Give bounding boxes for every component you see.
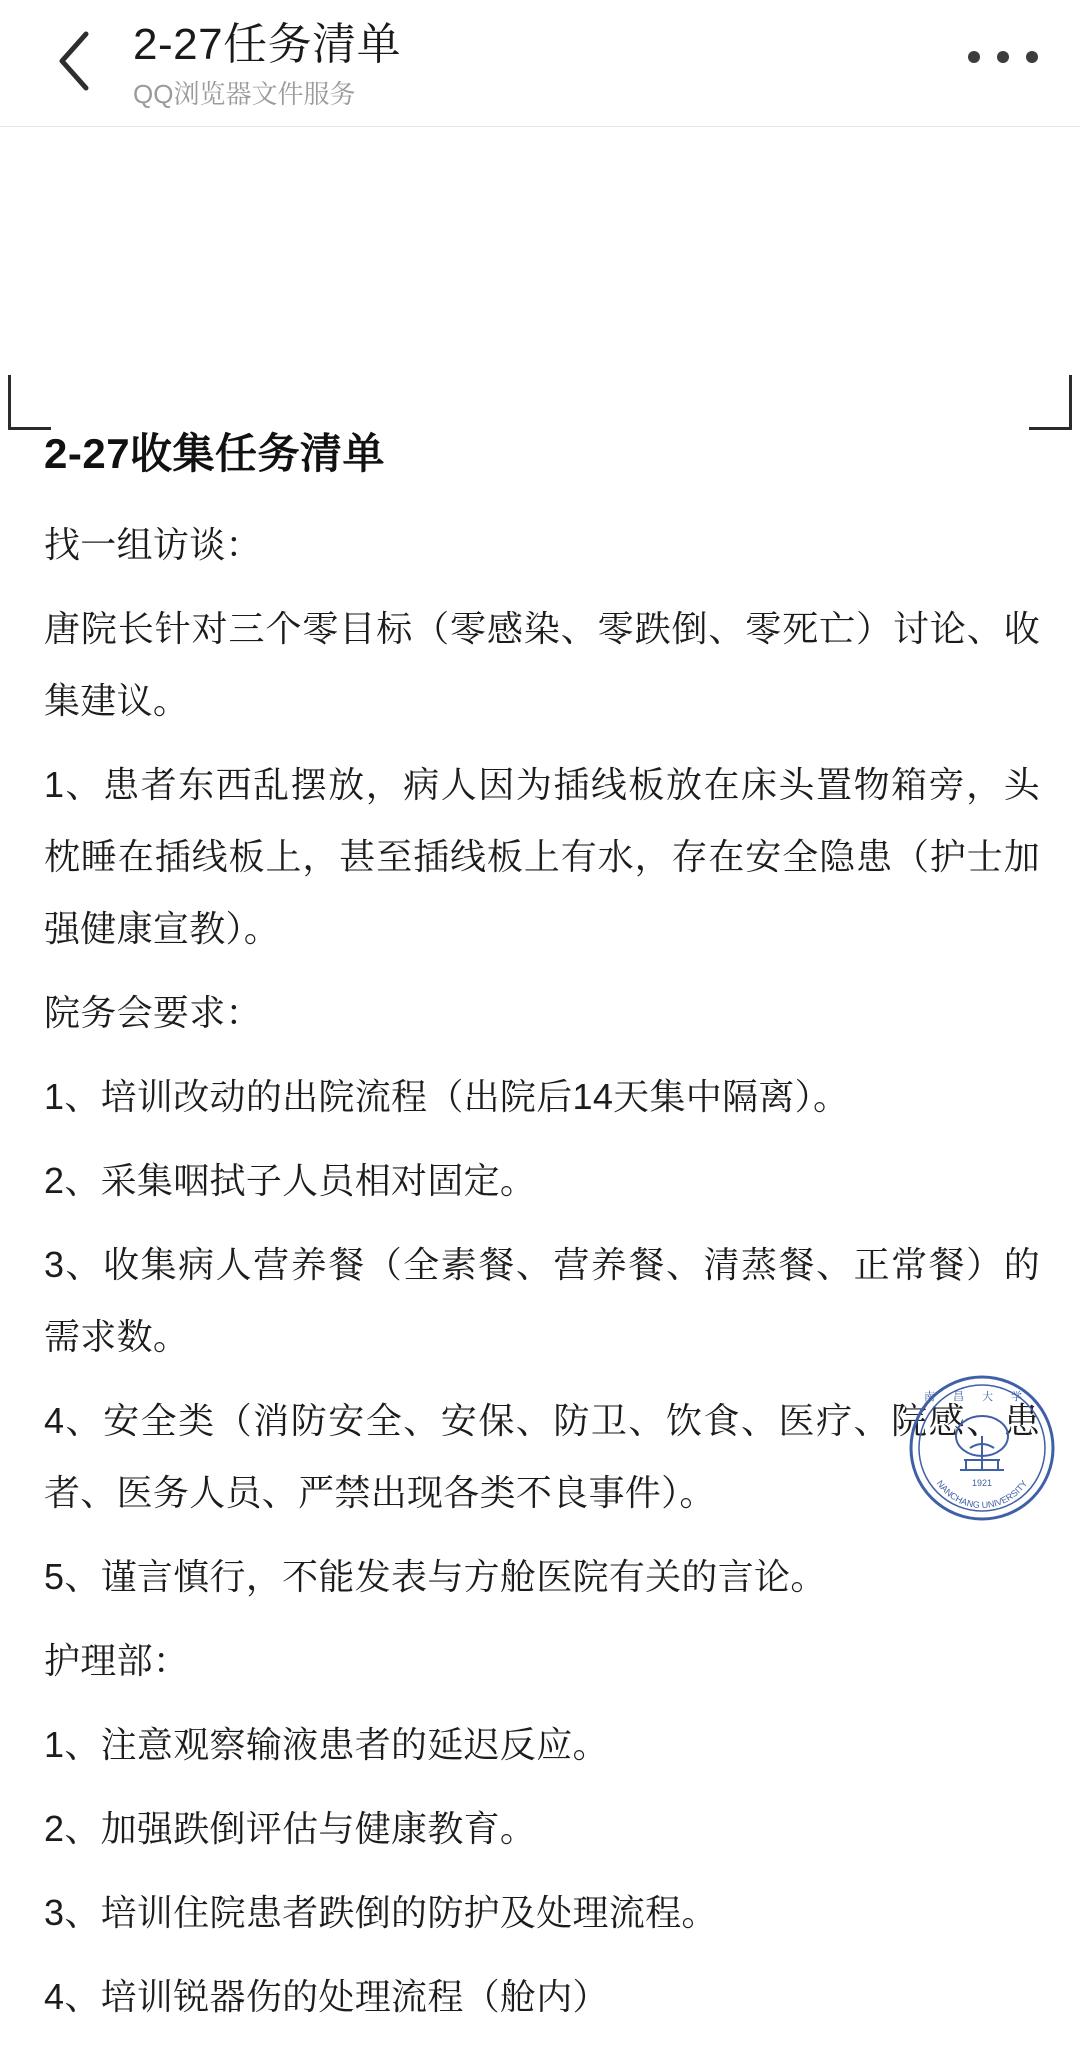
document-paragraph: 5、谨言慎行，不能发表与方舱医院有关的言论。 xyxy=(44,1556,827,1597)
document-paragraph: 4、安全类（消防安全、安保、防卫、饮食、医疗、院感、患者、医务人员、严禁出现各类不良事件）。 xyxy=(44,1400,1040,1513)
more-dot-1 xyxy=(968,51,980,63)
chevron-left-icon xyxy=(52,26,100,96)
document-paragraph: 2、采集咽拭子人员相对固定。 xyxy=(44,1160,537,1201)
document-paragraph: 1、患者东西乱摆放，病人因为插线板放在床头置物箱旁，头枕睡在插线板上，甚至插线板上有水，存在安全隐患（护士加强健康宣教）。 xyxy=(44,764,1040,949)
svg-text:NANCHANG UNIVERSITY: NANCHANG UNIVERSITY xyxy=(934,1478,1030,1511)
more-dot-3 xyxy=(1026,51,1038,63)
document-paragraph: 唐院长针对三个零目标（零感染、零跌倒、零死亡）讨论、收集建议。 xyxy=(44,608,1040,721)
document-paragraph: 3、培训住院患者跌倒的防护及处理流程。 xyxy=(44,1892,718,1933)
page-subtitle: QQ浏览器文件服务 xyxy=(133,79,356,109)
svg-text:南昌大学: 南昌大学 xyxy=(924,1391,1040,1403)
document-paragraph: 1、注意观察输液患者的延迟反应。 xyxy=(44,1724,609,1765)
crop-mark-top-right xyxy=(1029,375,1072,430)
document-paragraph: 4、培训锐器伤的处理流程（舱内） xyxy=(44,1976,609,2017)
document-paragraph: 3、收集病人营养餐（全素餐、营养餐、清蒸餐、正常餐）的需求数。 xyxy=(44,1244,1040,1357)
app-header xyxy=(0,0,1080,127)
document-page[interactable] xyxy=(0,127,1080,2017)
back-button[interactable] xyxy=(52,26,100,96)
more-options-button[interactable] xyxy=(968,42,1038,72)
document-paragraph: 院务会要求： xyxy=(44,992,262,1033)
university-seal-icon xyxy=(908,1374,1056,1522)
document-content xyxy=(44,425,1040,2045)
more-dot-2 xyxy=(997,51,1009,63)
document-paragraph: 护理部： xyxy=(44,1640,190,1681)
svg-text:1921: 1921 xyxy=(971,1478,993,1488)
document-paragraph: 2、加强跌倒评估与健康教育。 xyxy=(44,1808,537,1849)
header-title-block xyxy=(133,16,401,112)
document-paragraph: 找一组访谈： xyxy=(44,524,262,565)
page-title: 2-27任务清单 xyxy=(133,20,402,69)
seal-watermark xyxy=(908,1374,1056,1522)
document-heading: 2-27收集任务清单 xyxy=(44,430,386,477)
crop-mark-top-left xyxy=(8,375,51,430)
document-paragraph: 1、培训改动的出院流程（出院后14天集中隔离）。 xyxy=(44,1076,850,1117)
